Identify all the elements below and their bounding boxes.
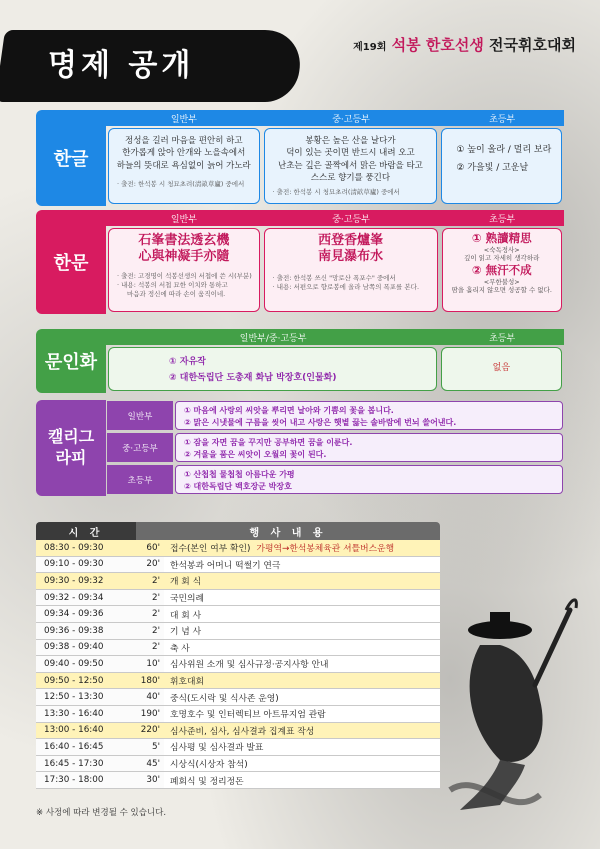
schedule-head-time: 시 간 bbox=[36, 522, 136, 540]
schedule-row bbox=[36, 756, 440, 773]
schedule-event-label: 한석봉과 어머니 떡썰기 연극 bbox=[170, 560, 281, 571]
schedule-time: 16:45 - 17:30 bbox=[36, 756, 136, 772]
schedule-duration: 2' bbox=[136, 590, 164, 606]
schedule-event bbox=[164, 739, 440, 755]
schedule-event-label: 심사위원 소개 및 심사규정·공지사항 안내 bbox=[170, 660, 329, 671]
schedule-duration: 2' bbox=[136, 640, 164, 656]
hanmun-general-cell: 石峯書法透玄機 心與神凝手亦隨 · 출전: 고경명이 석봉선생의 서첩에 쓴 시(부분) · 내용: 석봉의 서첩 묘한 이치와 통하고 마음과 정신에 따라 손이 움직이네. bbox=[108, 228, 260, 312]
schedule-row bbox=[36, 689, 440, 706]
event-name-c: 전국휘호대회 bbox=[489, 36, 576, 54]
hangul-elementary-cell: ① 높이 올라 / 멀리 보라 ② 가을빛 / 고운날 bbox=[441, 128, 562, 204]
schedule-event bbox=[164, 606, 440, 622]
schedule-event bbox=[164, 590, 440, 606]
schedule-event-label: 심사준비, 심사, 심사결과 집계표 작성 bbox=[170, 726, 315, 737]
schedule-time: 13:30 - 16:40 bbox=[36, 706, 136, 722]
calligrapher-figure-illustration bbox=[440, 590, 580, 820]
schedule-duration: 20' bbox=[136, 557, 164, 573]
schedule-event bbox=[164, 706, 440, 722]
schedule-row bbox=[36, 590, 440, 607]
schedule-time: 08:30 - 09:30 bbox=[36, 540, 136, 556]
schedule-event-label: 폐회식 및 정리정돈 bbox=[170, 776, 244, 787]
calli-row-middle: 중·고등부 ① 잠을 자면 꿈을 꾸지만 공부하면 꿈을 이룬다. ② 겨울을 품은 씨앗이 오월의 꽃이 된다. bbox=[106, 432, 564, 463]
schedule-event-label: 축 사 bbox=[170, 643, 190, 654]
schedule-event-label: 호명호수 및 인터렉티브 아트뮤지엄 관람 bbox=[170, 710, 326, 721]
schedule-table bbox=[36, 522, 440, 789]
section-hanmun bbox=[36, 210, 564, 314]
schedule-duration: 180' bbox=[136, 673, 164, 689]
section-label: 문인화 bbox=[36, 329, 106, 393]
schedule-event-label: 기 념 사 bbox=[170, 627, 202, 638]
schedule-row bbox=[36, 706, 440, 723]
schedule-row bbox=[36, 540, 440, 557]
col-head-general: 일반부 bbox=[106, 110, 262, 126]
schedule-time: 16:40 - 16:45 bbox=[36, 739, 136, 755]
schedule-time: 09:38 - 09:40 bbox=[36, 640, 136, 656]
schedule-event bbox=[164, 673, 440, 689]
schedule-row bbox=[36, 573, 440, 590]
section-calligraphy bbox=[36, 400, 564, 496]
schedule-head-event: 행 사 내 용 bbox=[136, 522, 440, 540]
schedule-row bbox=[36, 739, 440, 756]
col-head-middle: 중·고등부 bbox=[262, 110, 441, 126]
munin-elementary-cell: 없음 bbox=[441, 347, 562, 391]
hangul-middle-cell: 봉황은 높은 산을 날다가 덕이 있는 곳이면 반드시 내려 오고 난초는 깊은 골짝에서 맑은 바람을 타고 스스로 향기를 풍긴다 · 출전: 한석봉 시 청묘초려(淸畝草廬) 중에서 bbox=[264, 128, 438, 204]
schedule-duration: 60' bbox=[136, 540, 164, 556]
schedule-row bbox=[36, 640, 440, 657]
schedule-duration: 2' bbox=[136, 606, 164, 622]
schedule-row bbox=[36, 557, 440, 574]
schedule-time: 09:32 - 09:34 bbox=[36, 590, 136, 606]
schedule-event-label: 대 회 사 bbox=[170, 610, 202, 621]
hanmun-elementary-cell: ① 熟讀精思 <숙독정사> 깊이 읽고 자세히 생각하라 ② 無汗不成 <무한불성> 땀을 흘리지 않으면 성공할 수 없다. bbox=[442, 228, 562, 312]
schedule-row bbox=[36, 606, 440, 623]
schedule-time: 13:00 - 16:40 bbox=[36, 723, 136, 739]
schedule-event-label: 휘호대회 bbox=[170, 677, 204, 688]
schedule-duration: 190' bbox=[136, 706, 164, 722]
col-head-elementary: 초등부 bbox=[440, 329, 564, 345]
event-prefix: 제19회 bbox=[353, 42, 387, 53]
schedule-duration: 2' bbox=[136, 573, 164, 589]
schedule-duration: 45' bbox=[136, 756, 164, 772]
schedule-time: 09:36 - 09:38 bbox=[36, 623, 136, 639]
hanmun-middle-cell: 西登香爐峯 南見瀑布水 · 출전: 한석봉 쓰신 "망로산 폭포수" 중에서 · 내용: 서편으로 향로봉에 올라 남쪽의 폭포를 본다. bbox=[264, 228, 438, 312]
calli-row-elementary: 초등부 ① 산첩첩 물첩첩 아름다운 가평 ② 대한독립단 백호장군 박장호 bbox=[106, 464, 564, 495]
event-title bbox=[353, 34, 576, 55]
hangul-general-cell: 정성을 길러 마음을 편안히 하고 한가롭게 앉아 안개와 노을속에서 하늘의 뜻대로 욕심없이 늙어 가노라 · 출전: 한석봉 시 청묘초려(淸畝草廬) 중에서 bbox=[108, 128, 260, 204]
schedule-time: 12:50 - 13:30 bbox=[36, 689, 136, 705]
schedule-time: 09:40 - 09:50 bbox=[36, 656, 136, 672]
event-name-b: 한호선생 bbox=[425, 36, 484, 54]
schedule-time: 17:30 - 18:00 bbox=[36, 772, 136, 788]
schedule-event bbox=[164, 723, 440, 739]
section-label: 한문 bbox=[36, 210, 106, 314]
event-name-a: 석봉 bbox=[391, 36, 421, 54]
schedule-time: 09:30 - 09:32 bbox=[36, 573, 136, 589]
schedule-row bbox=[36, 656, 440, 673]
col-head-middle: 중·고등부 bbox=[262, 210, 441, 226]
schedule-event-label: 심사평 및 심사결과 발표 bbox=[170, 743, 264, 754]
calli-row-general: 일반부 ① 마음에 사랑의 씨앗을 뿌리면 날아와 기쁨의 꽃을 봅니다. ② 맑은 시냇물에 구름을 씻어 내고 사랑은 햇볕 끓는 솔바람에 번뇌 쓸어낸다. bbox=[106, 400, 564, 431]
schedule-header bbox=[36, 522, 440, 540]
page-title: 명제 공개 bbox=[48, 48, 195, 83]
schedule-row bbox=[36, 723, 440, 740]
schedule-duration: 2' bbox=[136, 623, 164, 639]
schedule-event bbox=[164, 772, 440, 788]
schedule-event-label: 접수(본인 여부 확인) bbox=[170, 544, 251, 555]
change-notice: ※ 사정에 따라 변경될 수 있습니다. bbox=[36, 808, 167, 818]
col-head-elementary: 초등부 bbox=[440, 110, 564, 126]
schedule-duration: 220' bbox=[136, 723, 164, 739]
schedule-row bbox=[36, 772, 440, 789]
col-head-elementary: 초등부 bbox=[440, 210, 564, 226]
munin-general-cell: ① 자유작 ② 대한독립단 도총재 화남 박장호(인물화) bbox=[108, 347, 437, 391]
schedule-event bbox=[164, 656, 440, 672]
schedule-duration: 30' bbox=[136, 772, 164, 788]
schedule-event bbox=[164, 623, 440, 639]
schedule-event-label: 개 회 식 bbox=[170, 577, 202, 588]
source-note: · 출전: 한석봉 시 청묘초려(淸畝草廬) 중에서 bbox=[272, 188, 400, 197]
section-label: 캘리그라피 bbox=[36, 400, 106, 496]
schedule-event bbox=[164, 756, 440, 772]
schedule-time: 09:10 - 09:30 bbox=[36, 557, 136, 573]
schedule-event bbox=[164, 540, 440, 556]
schedule-event bbox=[164, 640, 440, 656]
col-head-general: 일반부 bbox=[106, 210, 262, 226]
schedule-row bbox=[36, 673, 440, 690]
section-hangul bbox=[36, 110, 564, 206]
schedule-time: 09:50 - 12:50 bbox=[36, 673, 136, 689]
schedule-event-extra: 가평역→한석봉체육관 셔틀버스운행 bbox=[256, 544, 395, 555]
source-note: · 출전: 한석봉 시 청묘초려(淸畝草廬) 중에서 bbox=[117, 179, 245, 188]
col-head-general-middle: 일반부/중·고등부 bbox=[106, 329, 440, 345]
schedule-row bbox=[36, 623, 440, 640]
schedule-duration: 40' bbox=[136, 689, 164, 705]
schedule-event-label: 국민의례 bbox=[170, 594, 204, 605]
schedule-duration: 5' bbox=[136, 739, 164, 755]
schedule-time: 09:34 - 09:36 bbox=[36, 606, 136, 622]
schedule-duration: 10' bbox=[136, 656, 164, 672]
schedule-event bbox=[164, 557, 440, 573]
schedule-event-label: 중식(도시락 및 식사존 운영) bbox=[170, 693, 279, 704]
section-munin bbox=[36, 329, 564, 393]
schedule-event-label: 시상식(시상자 참석) bbox=[170, 760, 248, 771]
schedule-event bbox=[164, 689, 440, 705]
schedule-event bbox=[164, 573, 440, 589]
section-label: 한글 bbox=[36, 110, 106, 206]
